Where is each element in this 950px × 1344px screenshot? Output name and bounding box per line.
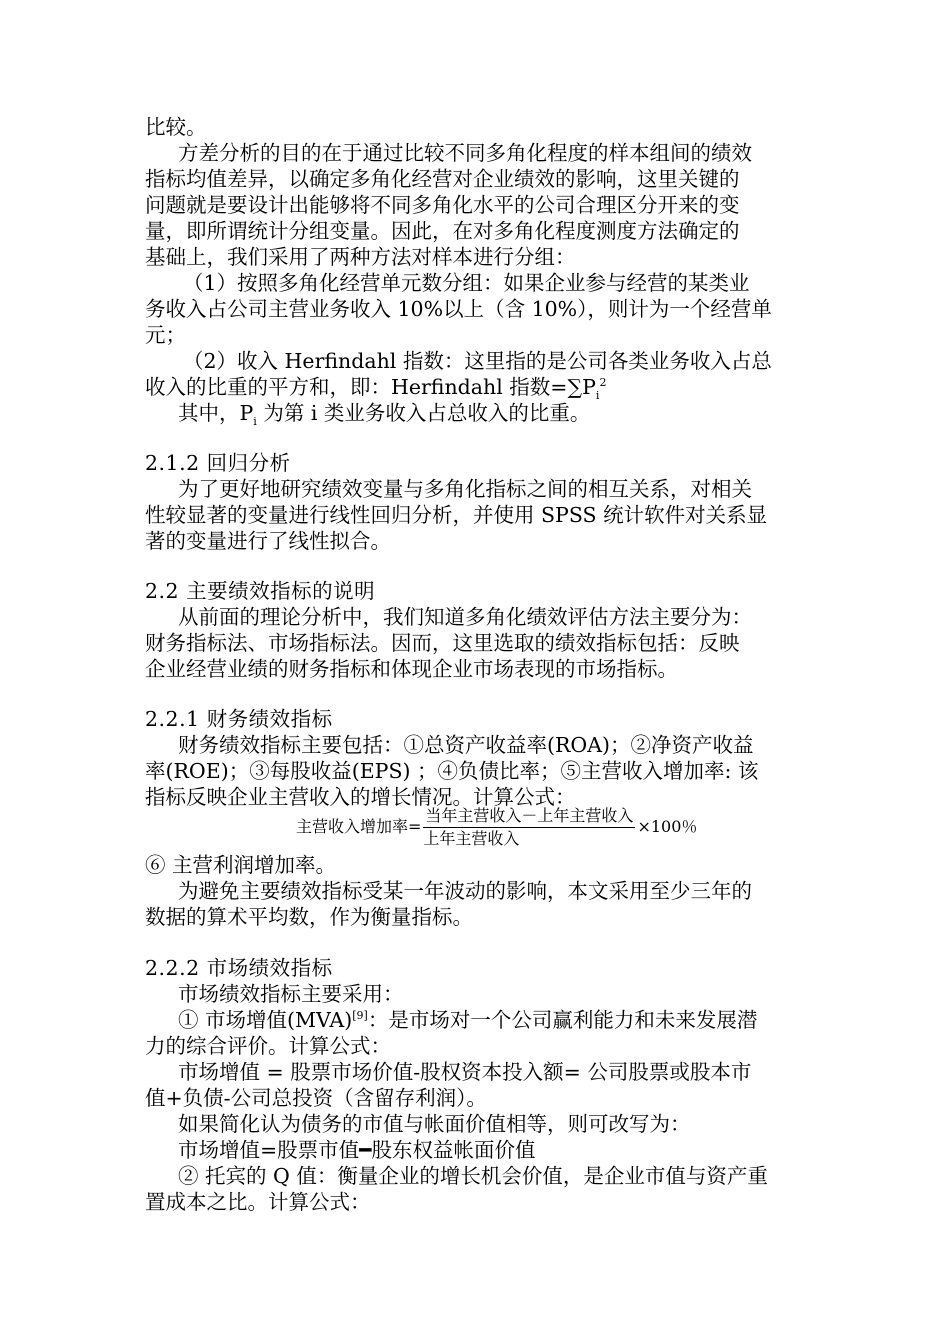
subscript: i [253, 415, 257, 429]
citation: [9] [352, 1009, 368, 1023]
revenue-growth-formula [296, 803, 697, 851]
section-heading-2-1-2: 2.1.2 回归分析 [145, 451, 291, 475]
formula-denominator: 上年主营收入 [423, 828, 520, 848]
text-line: 力的综合评价。计算公式： [145, 1034, 391, 1058]
text-line: 为了更好地研究绩效变量与多角化指标之间的相互关系，对相关 [178, 477, 752, 501]
subscript: i [595, 389, 600, 403]
text-line: 指标均值差异，以确定多角化经营对企业绩效的影响，这里关键的 [145, 167, 740, 191]
text-line: 如果简化认为债务的市值与帐面价值相等，则可改写为： [178, 1112, 691, 1136]
text-line: 率(ROE)；③每股收益(EPS) ；④负债比率；⑤主营收入增加率: 该 [145, 759, 759, 783]
text-line: ② 托宾的 Q 值：衡量企业的增长机会价值，是企业市值与资产重 [178, 1164, 768, 1188]
paragraph-anova-start: 方差分析的目的在于通过比较不同多角化程度的样本组间的绩效 [178, 141, 752, 165]
formula-lhs: 主营收入增加率= [296, 817, 422, 836]
herfindahl-formula-line [145, 374, 607, 403]
formula-numerator: 当年主营收入－上年主营收入 [423, 806, 635, 828]
text-line: 财务绩效指标主要包括：①总资产收益率(ROA)；②净资产收益 [178, 733, 754, 757]
pi-definition-line [178, 400, 591, 429]
section-heading-2-2-1: 2.2.1 财务绩效指标 [145, 707, 333, 731]
text-line: 性较显著的变量进行线性回归分析，并使用 SPSS 统计软件对关系显 [145, 503, 768, 527]
text-line: 著的变量进行了线性拟合。 [145, 529, 391, 553]
list-item-1: （1）按照多角化经营单元数分组：如果企业参与经营的某类业 [183, 271, 750, 295]
text-line: 从前面的理论分析中，我们知道多角化绩效评估方法主要分为： [178, 605, 752, 629]
text-line: 问题就是要设计出能够将不同多角化水平的公司合理区分开来的变 [145, 193, 740, 217]
text-line: 为避免主要绩效指标受某一年波动的影响，本文采用至少三年的 [178, 879, 752, 903]
section-heading-2-2: 2.2 主要绩效指标的说明 [145, 579, 376, 603]
superscript: 2 [599, 376, 607, 390]
formula-fraction [423, 806, 635, 849]
text-line: 务收入占公司主营业务收入 10%以上（含 10%），则计为一个经营单 [145, 297, 772, 321]
text-span: ① 市场增值(MVA) [178, 1008, 353, 1032]
mva-line [178, 1007, 757, 1033]
text-line: 值+负债-公司总投资（含留存利润）。 [145, 1086, 487, 1110]
text-line: 指标反映企业主营收入的增长情况。计算公式： [145, 785, 576, 809]
text-line: 基础上，我们采用了两种方法对样本进行分组： [145, 245, 576, 269]
text-span: 为第 i 类业务收入占总收入的比重。 [256, 401, 591, 425]
text-line: 市场增值=股票市值━股东权益帐面价值 [178, 1138, 536, 1162]
section-heading-2-2-2: 2.2.2 市场绩效指标 [145, 956, 333, 980]
text-span: ：是市场对一个公司赢利能力和未来发展潜 [367, 1008, 758, 1032]
text-line: 企业经营业绩的财务指标和体现企业市场表现的市场指标。 [145, 657, 678, 681]
text-line: 置成本之比。计算公式： [145, 1190, 371, 1214]
formula-denominator-wrap [423, 828, 519, 849]
text-span: 收入的比重的平方和，即：Herfindahl 指数=∑P [145, 375, 596, 399]
text-line: 财务指标法、市场指标法。因而，这里选取的绩效指标包括：反映 [145, 631, 740, 655]
text-line: ⑥ 主营利润增加率。 [145, 853, 337, 877]
text-line: 数据的算术平均数，作为衡量指标。 [145, 905, 473, 929]
text-line: 元； [145, 323, 186, 347]
text-span: 其中，P [178, 401, 254, 425]
text-line: 市场绩效指标主要采用： [178, 982, 404, 1006]
text-line: 比较。 [145, 115, 207, 139]
list-item-2: （2）收入 Herfindahl 指数：这里指的是公司各类业务收入占总 [183, 349, 772, 373]
text-line: 量，即所谓统计分组变量。因此，在对多角化程度测度方法确定的 [145, 219, 740, 243]
text-line: 市场增值 = 股票市场价值-股权资本投入额= 公司股票或股本市 [178, 1060, 752, 1084]
formula-rhs: ×100％ [637, 817, 698, 836]
